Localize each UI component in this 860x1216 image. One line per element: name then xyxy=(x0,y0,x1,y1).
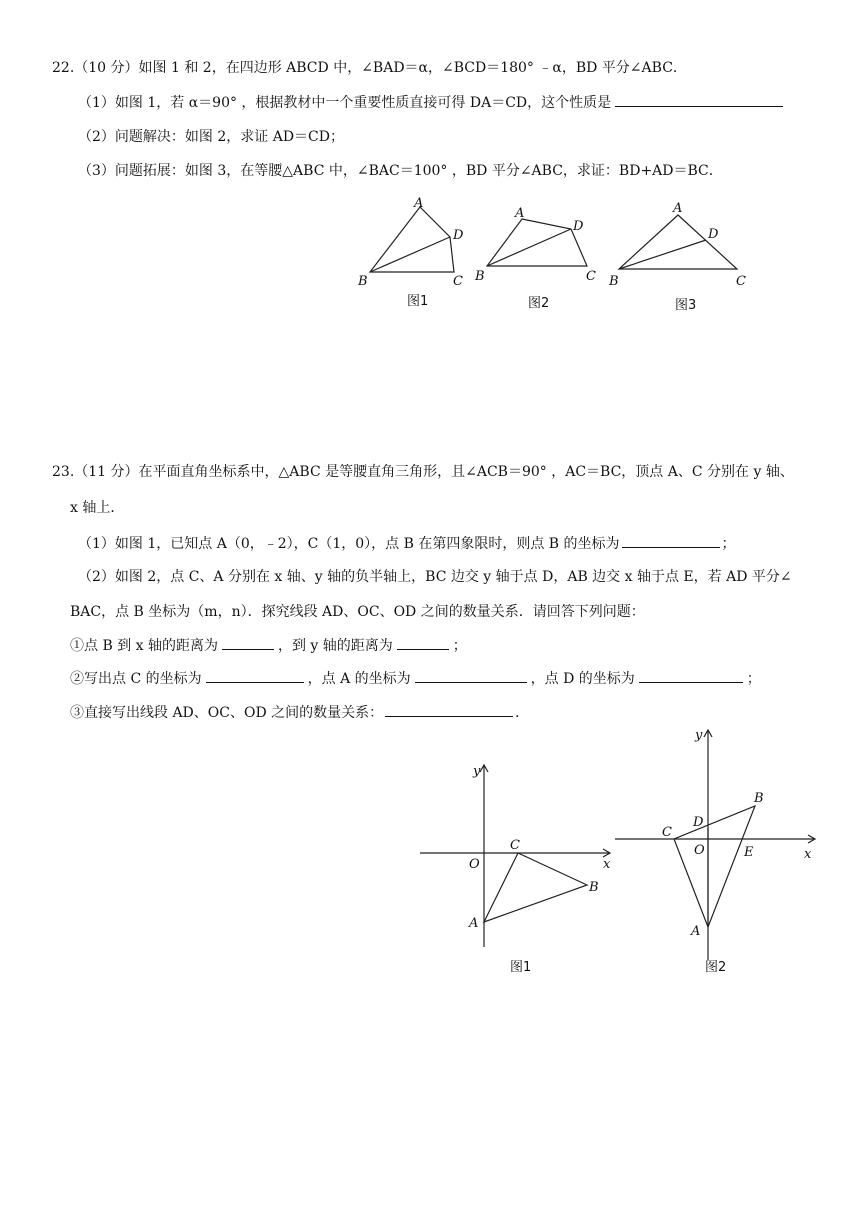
q23-sub2-text-c: ，点 D 的坐标为 xyxy=(530,671,635,687)
label-d: D xyxy=(573,219,584,234)
diagonal-bd xyxy=(487,229,571,266)
figure-caption: 图2 xyxy=(528,296,550,311)
label-b: B xyxy=(589,880,599,895)
q23-sub2-text-a: ②写出点 C 的坐标为 xyxy=(70,671,202,687)
label-a: A xyxy=(673,201,683,216)
label-a: A xyxy=(414,196,424,211)
q22-header: 22.（10 分）如图 1 和 2，在四边形 ABCD 中，∠BAD＝α，∠BCD＝180° ﹣α，BD 平分∠ABC． xyxy=(52,60,687,76)
q23-sub1-text-b: ，到 y 轴的距离为 xyxy=(277,638,393,654)
label-x: x xyxy=(804,847,812,862)
label-d: D xyxy=(453,228,464,243)
q23-part1 xyxy=(78,533,736,554)
quad-abcd xyxy=(370,207,454,272)
q23-sub3-blank[interactable] xyxy=(385,702,513,717)
figure-caption: 图1 xyxy=(510,960,532,975)
label-a: A xyxy=(515,206,525,221)
label-c: C xyxy=(586,269,596,284)
q23-header-line1: 23.（11 分）在平面直角坐标系中，△ABC 是等腰直角三角形，且∠ACB＝90° ，AC＝BC，顶点 A、C 分别在 y 轴、 xyxy=(52,464,794,480)
label-b: B xyxy=(754,791,764,806)
label-a: A xyxy=(691,924,701,939)
figure-caption: 图1 xyxy=(407,294,429,309)
label-c: C xyxy=(510,838,520,853)
q23-sub2 xyxy=(70,668,761,689)
q23-figure-1 xyxy=(415,755,620,985)
q23-part1-text: （1）如图 1，已知点 A（0，﹣2），C（1，0），点 B 在第四象限时，则点 B 的坐标为 xyxy=(78,536,620,552)
label-b: B xyxy=(358,274,368,289)
q23-part2-line2: BAC，点 B 坐标为（m，n）．探究线段 AD、OC、OD 之间的数量关系．请回答下列问题： xyxy=(70,604,645,620)
label-d: D xyxy=(708,227,719,242)
q23-sub2-blank-c[interactable] xyxy=(206,668,304,683)
label-b: B xyxy=(475,269,485,284)
q23-figure-2 xyxy=(610,725,825,985)
q23-sub2-blank-d[interactable] xyxy=(639,668,743,683)
q22-part1-text: （1）如图 1，若 α＝90° ，根据教材中一个重要性质直接可得 DA＝CD，这个性质是 xyxy=(78,95,612,111)
q22-part3: （3）问题拓展：如图 3，在等腰△ABC 中，∠BAC＝100° ，BD 平分∠ABC，求证：BD+AD＝BC． xyxy=(78,163,723,179)
label-c: C xyxy=(662,825,672,840)
label-o: O xyxy=(469,857,480,872)
figure-caption: 图2 xyxy=(705,960,727,975)
q23-header-line2: x 轴上． xyxy=(70,500,125,516)
q22-part1-blank[interactable] xyxy=(615,92,783,107)
label-d: D xyxy=(693,815,704,830)
q23-part2-line1: （2）如图 2，点 C、A 分别在 x 轴、y 轴的负半轴上，BC 边交 y 轴于点 D，AB 边交 x 轴于点 E，若 AD 平分∠ xyxy=(78,569,792,585)
label-x: x xyxy=(603,857,611,872)
q23-part1-blank[interactable] xyxy=(622,533,720,548)
q23-sub3 xyxy=(70,702,529,723)
triangle-abc xyxy=(674,806,755,927)
q22-part1 xyxy=(78,92,787,113)
q23-sub1-blank-x[interactable] xyxy=(222,635,274,650)
q23-sub3-end: ． xyxy=(515,705,530,721)
q23-sub2-text-d: ； xyxy=(746,671,761,687)
triangle-abc xyxy=(619,215,737,269)
q23-sub1 xyxy=(70,635,467,656)
q23-sub2-text-b: ，点 A 的坐标为 xyxy=(307,671,411,687)
q22-figure-1 xyxy=(350,195,480,320)
q23-sub1-blank-y[interactable] xyxy=(397,635,449,650)
label-o: O xyxy=(694,843,705,858)
q23-sub1-text-c: ； xyxy=(452,638,467,654)
triangle-abc xyxy=(484,853,587,922)
q22-figure-3 xyxy=(605,195,755,320)
q23-part1-end: ； xyxy=(721,536,736,552)
q23-sub3-text-a: ③直接写出线段 AD、OC、OD 之间的数量关系： xyxy=(70,705,384,721)
label-y: y xyxy=(695,728,703,743)
q22-figure-2 xyxy=(470,200,610,315)
q23-sub1-text-a: ①点 B 到 x 轴的距离为 xyxy=(70,638,218,654)
label-e: E xyxy=(744,845,754,860)
label-y: y xyxy=(473,764,481,779)
figure-caption: 图3 xyxy=(675,298,697,313)
bisector-bd xyxy=(619,240,706,269)
label-c: C xyxy=(736,274,746,289)
label-c: C xyxy=(453,274,463,289)
diagonal-bd xyxy=(370,237,450,272)
label-b: B xyxy=(609,274,619,289)
q22-part2: （2）问题解决：如图 2，求证 AD＝CD； xyxy=(78,129,344,145)
q23-sub2-blank-a[interactable] xyxy=(415,668,527,683)
label-a: A xyxy=(469,916,479,931)
